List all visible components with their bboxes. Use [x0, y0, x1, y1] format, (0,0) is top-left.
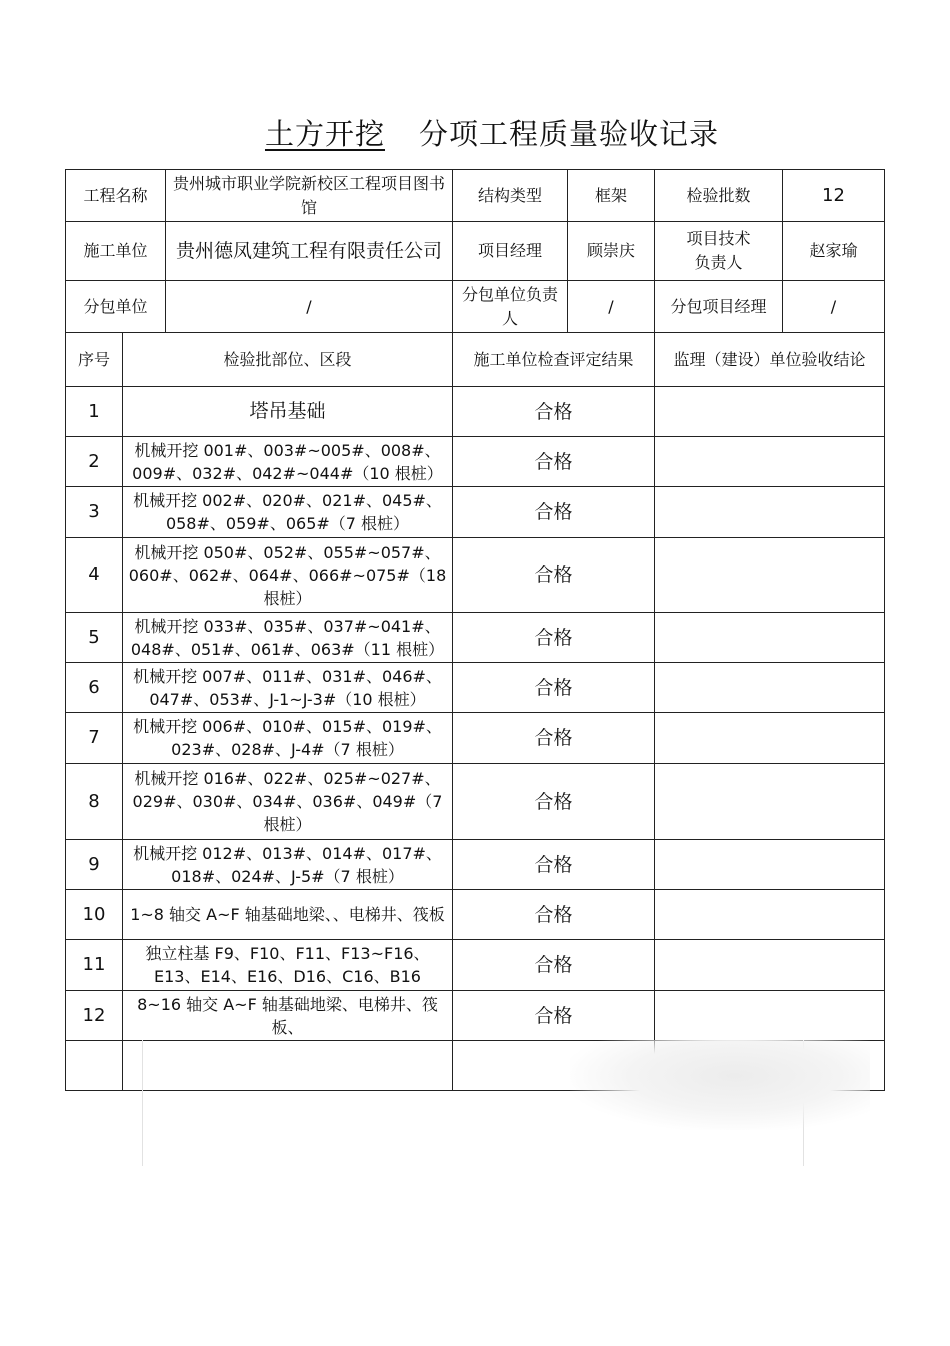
structure-type-label: 结构类型	[453, 170, 568, 222]
row-no: 7	[66, 713, 123, 764]
sub-manager: /	[783, 281, 885, 333]
row-location: 机械开挖 002#、020#、021#、045#、058#、059#、065#（7 根桩）	[123, 487, 453, 538]
row-no: 2	[66, 437, 123, 487]
row-location: 机械开挖 001#、003#~005#、008#、009#、032#、042#~044#（10 根桩）	[123, 437, 453, 487]
table-row	[66, 940, 885, 991]
project-name-label: 工程名称	[66, 170, 166, 222]
row-result: 合格	[453, 764, 655, 840]
row-result: 合格	[453, 663, 655, 713]
row-location	[123, 1041, 453, 1091]
contractor-label: 施工单位	[66, 222, 166, 281]
table-row	[66, 538, 885, 613]
sub-lead: /	[568, 281, 655, 333]
project-name: 贵州城市职业学院新校区工程项目图书馆	[166, 170, 453, 222]
row-result: 合格	[453, 840, 655, 890]
header-location: 检验批部位、区段	[123, 333, 453, 387]
table-row	[66, 437, 885, 487]
table-row	[66, 613, 885, 663]
table-row	[66, 840, 885, 890]
project-info-table	[65, 169, 885, 333]
row-no: 12	[66, 991, 123, 1041]
table-row	[66, 663, 885, 713]
row-no: 6	[66, 663, 123, 713]
sub-lead-label: 分包单位负责人	[453, 281, 568, 333]
row-location: 机械开挖 012#、013#、014#、017#、018#、024#、J-5#（7 根桩）	[123, 840, 453, 890]
table-row	[66, 387, 885, 437]
manager: 顾崇庆	[568, 222, 655, 281]
table-row	[66, 991, 885, 1041]
row-result: 合格	[453, 713, 655, 764]
document-title	[0, 112, 950, 153]
row-result: 合格	[453, 940, 655, 991]
row-location: 独立柱基 F9、F10、F11、F13~F16、E13、E14、E16、D16、C16、B16	[123, 940, 453, 991]
title-subject	[231, 117, 419, 151]
subcontractor: /	[166, 281, 453, 333]
batch-count: 12	[783, 170, 885, 222]
table-header-row	[66, 333, 885, 387]
row-supervision	[655, 387, 885, 437]
row-location: 机械开挖 006#、010#、015#、019#、023#、028#、J-4#（7 根桩）	[123, 713, 453, 764]
sub-manager-label: 分包项目经理	[655, 281, 783, 333]
row-result: 合格	[453, 991, 655, 1041]
row-result: 合格	[453, 538, 655, 613]
row-location: 机械开挖 016#、022#、025#~027#、029#、030#、034#、036#、049#（7 根桩）	[123, 764, 453, 840]
row-result: 合格	[453, 437, 655, 487]
row-no: 3	[66, 487, 123, 538]
row-supervision	[655, 940, 885, 991]
table-row	[66, 713, 885, 764]
row-supervision	[655, 437, 885, 487]
header-supervisor-result: 监理（建设）单位验收结论	[655, 333, 885, 387]
header-contractor-result: 施工单位检查评定结果	[453, 333, 655, 387]
row-result: 合格	[453, 387, 655, 437]
table-row	[66, 487, 885, 538]
row-supervision	[655, 713, 885, 764]
row-no: 5	[66, 613, 123, 663]
scan-artifact-line	[142, 1040, 143, 1166]
subcontractor-label: 分包单位	[66, 281, 166, 333]
row-supervision	[655, 890, 885, 940]
row-location: 1~8 轴交 A~F 轴基础地梁、、电梯井、筏板	[123, 890, 453, 940]
row-result: 合格	[453, 487, 655, 538]
row-no: 4	[66, 538, 123, 613]
row-location: 8~16 轴交 A~F 轴基础地梁、电梯井、筏板、	[123, 991, 453, 1041]
row-location: 机械开挖 050#、052#、055#~057#、060#、062#、064#、066#~075#（18 根桩）	[123, 538, 453, 613]
row-no: 11	[66, 940, 123, 991]
row-supervision	[655, 663, 885, 713]
title-rest: 分项工程质量验收记录	[419, 117, 720, 151]
contractor: 贵州德凤建筑工程有限责任公司	[166, 222, 453, 281]
row-result: 合格	[453, 890, 655, 940]
table-row	[66, 890, 885, 940]
row-supervision	[655, 487, 885, 538]
inspection-batch-table	[65, 332, 885, 1091]
row-no: 10	[66, 890, 123, 940]
table-row	[66, 764, 885, 840]
row-location: 机械开挖 007#、011#、031#、046#、047#、053#、J-1~J-3#（10 根桩）	[123, 663, 453, 713]
tech-lead: 赵家瑜	[783, 222, 885, 281]
batch-count-label: 检验批数	[655, 170, 783, 222]
row-no: 8	[66, 764, 123, 840]
row-no: 9	[66, 840, 123, 890]
row-supervision	[655, 538, 885, 613]
row-location: 机械开挖 033#、035#、037#~041#、048#、051#、061#、063#（11 根桩）	[123, 613, 453, 663]
tech-lead-label: 项目技术负责人	[655, 222, 783, 281]
header-no: 序号	[66, 333, 123, 387]
row-supervision	[655, 613, 885, 663]
structure-type: 框架	[568, 170, 655, 222]
manager-label: 项目经理	[453, 222, 568, 281]
row-location: 塔吊基础	[123, 387, 453, 437]
scan-artifact-blot	[570, 1040, 870, 1130]
row-supervision	[655, 991, 885, 1041]
row-result: 合格	[453, 613, 655, 663]
row-no	[66, 1041, 123, 1091]
title-subject-text: 土方开挖	[264, 117, 385, 151]
row-no: 1	[66, 387, 123, 437]
row-supervision	[655, 764, 885, 840]
row-supervision	[655, 840, 885, 890]
